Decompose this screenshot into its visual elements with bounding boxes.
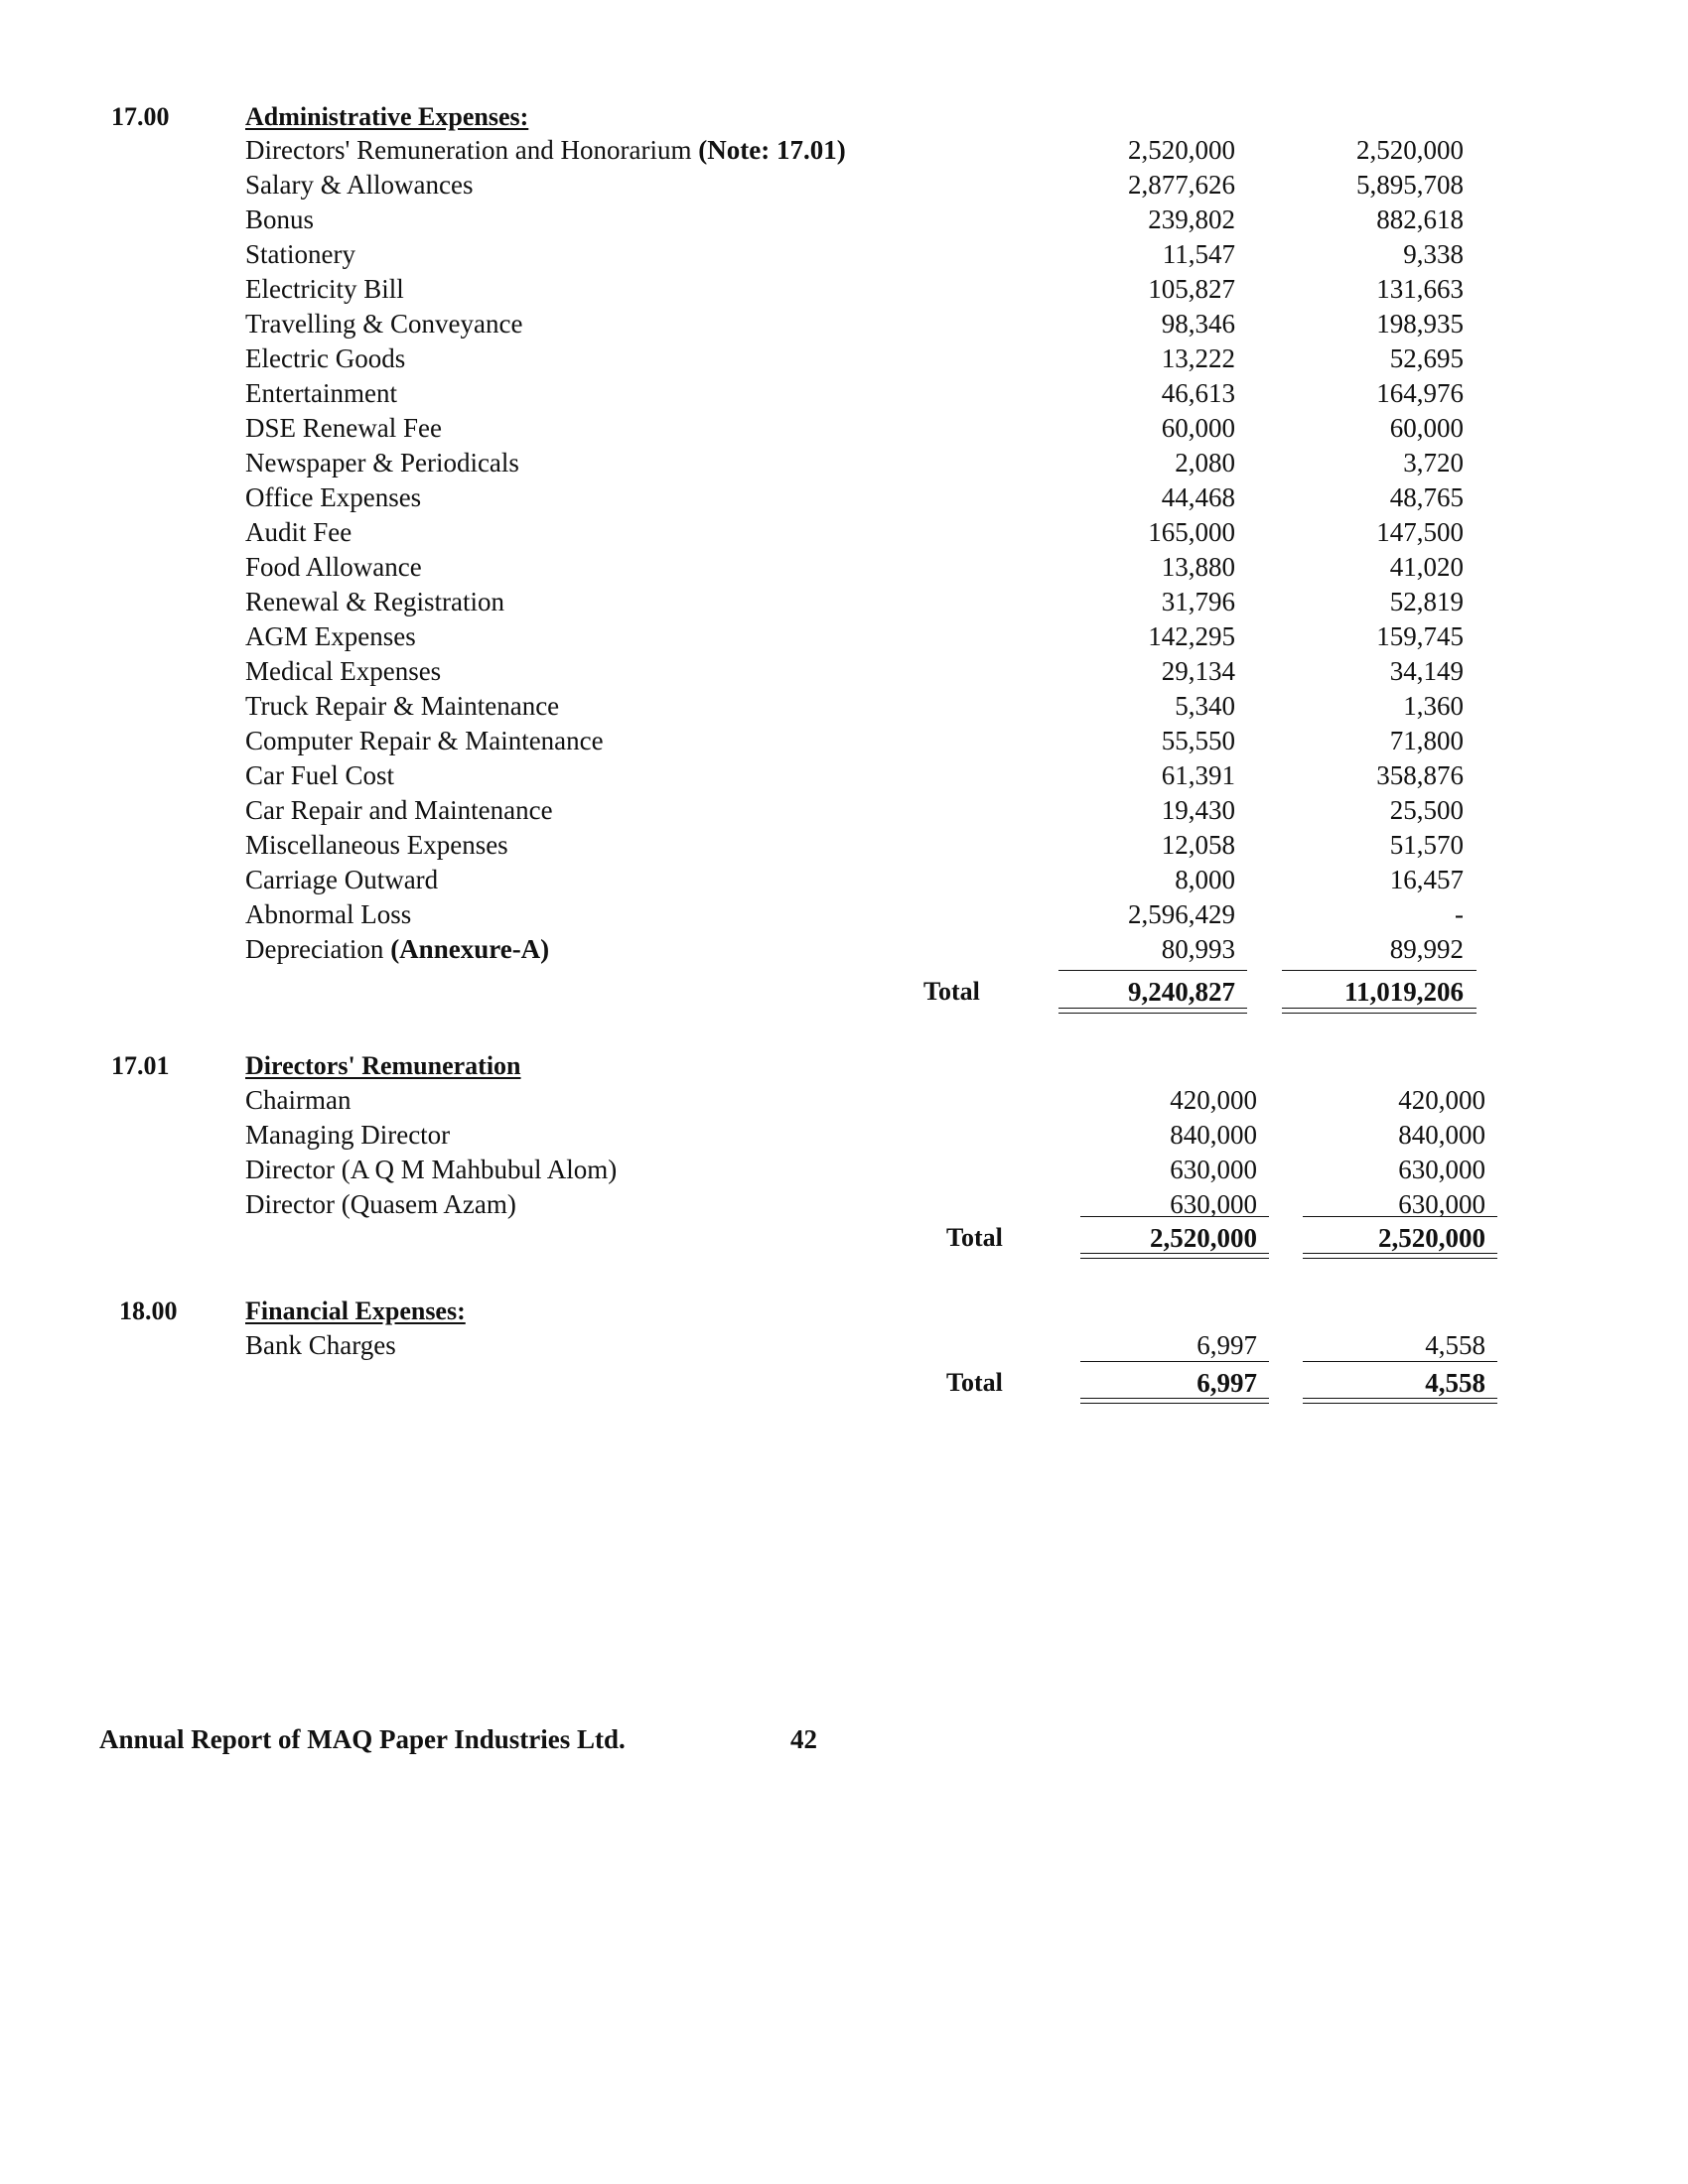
line-item-text: Director (Quasem Azam): [245, 1189, 516, 1219]
current-year-amount: 142,295: [1148, 621, 1235, 651]
line-item-label: [245, 482, 421, 513]
line-item-label: [245, 274, 404, 305]
current-year-amount: 60,000: [1161, 413, 1235, 443]
subtotal-line: [1080, 1216, 1269, 1217]
line-item-label: [245, 1085, 351, 1116]
line-item-text: Computer Repair & Maintenance: [245, 726, 604, 755]
line-item-label: [245, 1155, 617, 1185]
current-year-amount: 44,468: [1161, 482, 1235, 512]
subtotal-line: [1080, 1361, 1269, 1362]
subtotal-line: [1058, 970, 1247, 971]
current-year-amount: 630,000: [1170, 1189, 1257, 1219]
line-item-text: Car Fuel Cost: [245, 760, 395, 790]
line-item-label: [245, 448, 519, 478]
line-item-label: [245, 309, 522, 340]
current-year-amount: 11,547: [1162, 239, 1235, 269]
current-year-amount: 6,997: [1196, 1330, 1257, 1360]
current-year-amount: 12,058: [1161, 830, 1235, 860]
previous-year-amount: 630,000: [1398, 1189, 1485, 1219]
subtotal-line: [1282, 970, 1477, 971]
total-label: Total: [946, 1368, 1003, 1397]
note-title: Administrative Expenses:: [245, 102, 529, 131]
line-item-text: Depreciation: [245, 934, 391, 964]
current-year-amount: 80,993: [1161, 934, 1235, 964]
total-current-year: 6,997: [1196, 1368, 1257, 1398]
line-item-label: [245, 413, 442, 444]
line-item-text: Travelling & Conveyance: [245, 309, 523, 339]
previous-year-amount: 882,618: [1376, 205, 1464, 234]
previous-year-amount: 52,819: [1389, 587, 1464, 616]
current-year-amount: 2,080: [1175, 448, 1235, 478]
note-number: 17.01: [111, 1051, 170, 1080]
previous-year-amount: 630,000: [1398, 1155, 1485, 1184]
current-year-amount: 2,596,429: [1128, 899, 1235, 929]
double-underline: [1058, 1008, 1247, 1014]
line-item-label: [245, 621, 416, 652]
previous-year-amount: 9,338: [1403, 239, 1464, 269]
current-year-amount: 420,000: [1170, 1085, 1257, 1115]
line-item-text: Renewal & Registration: [245, 587, 504, 616]
line-item-text: AGM Expenses: [245, 621, 416, 651]
line-item-text: Chairman: [245, 1085, 352, 1115]
line-item-label: [245, 934, 549, 965]
line-item-text: DSE Renewal Fee: [245, 413, 442, 443]
line-item-label: [245, 587, 504, 617]
line-item-text: Newspaper & Periodicals: [245, 448, 519, 478]
line-item-text: Managing Director: [245, 1120, 451, 1150]
total-previous-year: 11,019,206: [1343, 977, 1464, 1007]
line-item-text: Bank Charges: [245, 1330, 396, 1360]
current-year-amount: 105,827: [1148, 274, 1235, 304]
current-year-amount: 31,796: [1161, 587, 1235, 616]
line-item-label: [245, 205, 314, 235]
current-year-amount: 13,222: [1161, 343, 1235, 373]
note-number: 18.00: [119, 1297, 178, 1325]
previous-year-amount: 60,000: [1389, 413, 1464, 443]
line-item-label: [245, 830, 508, 861]
line-item-text: Directors' Remuneration and Honorarium: [245, 135, 699, 165]
line-item-note-ref: (Note: 17.01): [698, 135, 846, 165]
line-item-label: [245, 170, 473, 201]
current-year-amount: 630,000: [1170, 1155, 1257, 1184]
line-item-text: Truck Repair & Maintenance: [245, 691, 560, 721]
previous-year-amount: 25,500: [1389, 795, 1464, 825]
current-year-amount: 55,550: [1161, 726, 1235, 755]
line-item-note-ref: (Annexure-A): [390, 934, 550, 964]
previous-year-amount: 71,800: [1389, 726, 1464, 755]
previous-year-amount: -: [1455, 899, 1464, 929]
previous-year-amount: 198,935: [1376, 309, 1464, 339]
line-item-text: Medical Expenses: [245, 656, 442, 686]
previous-year-amount: 420,000: [1398, 1085, 1485, 1115]
line-item-label: [245, 239, 355, 270]
previous-year-amount: 147,500: [1376, 517, 1464, 547]
line-item-text: Office Expenses: [245, 482, 422, 512]
current-year-amount: 13,880: [1161, 552, 1235, 582]
line-item-text: Carriage Outward: [245, 865, 439, 894]
line-item-text: Car Repair and Maintenance: [245, 795, 553, 825]
line-item-label: [245, 1120, 450, 1151]
total-label: Total: [923, 977, 980, 1006]
previous-year-amount: 52,695: [1389, 343, 1464, 373]
line-item-label: [245, 378, 397, 409]
current-year-amount: 2,520,000: [1128, 135, 1235, 165]
line-item-label: [245, 726, 604, 756]
line-item-label: [245, 865, 438, 895]
current-year-amount: 2,877,626: [1128, 170, 1235, 200]
double-underline: [1303, 1253, 1497, 1259]
previous-year-amount: 131,663: [1376, 274, 1464, 304]
line-item-text: Stationery: [245, 239, 355, 269]
double-underline: [1080, 1398, 1269, 1404]
line-item-label: [245, 343, 405, 374]
previous-year-amount: 4,558: [1425, 1330, 1485, 1360]
previous-year-amount: 159,745: [1376, 621, 1464, 651]
line-item-label: [245, 691, 559, 722]
line-item-text: Salary & Allowances: [245, 170, 474, 200]
previous-year-amount: 5,895,708: [1356, 170, 1464, 200]
note-title: Financial Expenses:: [245, 1297, 466, 1325]
previous-year-amount: 2,520,000: [1356, 135, 1464, 165]
total-current-year: 2,520,000: [1150, 1223, 1257, 1253]
line-item-label: [245, 135, 846, 166]
line-item-text: Bonus: [245, 205, 315, 234]
line-item-label: [245, 1330, 396, 1361]
line-item-text: Abnormal Loss: [245, 899, 412, 929]
double-underline: [1080, 1253, 1269, 1259]
previous-year-amount: 840,000: [1398, 1120, 1485, 1150]
current-year-amount: 165,000: [1148, 517, 1235, 547]
previous-year-amount: 41,020: [1389, 552, 1464, 582]
line-item-label: [245, 1189, 516, 1220]
previous-year-amount: 89,992: [1389, 934, 1464, 964]
previous-year-amount: 1,360: [1403, 691, 1464, 721]
footer-report-title: Annual Report of MAQ Paper Industries Ltd.: [99, 1724, 626, 1754]
total-current-year: 9,240,827: [1128, 977, 1235, 1007]
previous-year-amount: 3,720: [1403, 448, 1464, 478]
line-item-label: [245, 552, 422, 583]
page-number: 42: [790, 1724, 817, 1754]
current-year-amount: 61,391: [1161, 760, 1235, 790]
previous-year-amount: 48,765: [1389, 482, 1464, 512]
line-item-text: Audit Fee: [245, 517, 352, 547]
line-item-text: Electric Goods: [245, 343, 406, 373]
note-title: Directors' Remuneration: [245, 1051, 521, 1080]
current-year-amount: 46,613: [1161, 378, 1235, 408]
line-item-label: [245, 795, 553, 826]
total-label: Total: [946, 1223, 1003, 1252]
previous-year-amount: 16,457: [1389, 865, 1464, 894]
note-number: 17.00: [111, 102, 170, 131]
line-item-text: Food Allowance: [245, 552, 422, 582]
double-underline: [1282, 1008, 1477, 1014]
total-previous-year: 2,520,000: [1378, 1223, 1485, 1253]
previous-year-amount: 34,149: [1389, 656, 1464, 686]
line-item-label: [245, 760, 394, 791]
line-item-label: [245, 656, 441, 687]
current-year-amount: 840,000: [1170, 1120, 1257, 1150]
line-item-label: [245, 517, 352, 548]
subtotal-line: [1303, 1361, 1497, 1362]
current-year-amount: 19,430: [1161, 795, 1235, 825]
line-item-text: Director (A Q M Mahbubul Alom): [245, 1155, 618, 1184]
current-year-amount: 29,134: [1161, 656, 1235, 686]
subtotal-line: [1303, 1216, 1497, 1217]
current-year-amount: 239,802: [1148, 205, 1235, 234]
previous-year-amount: 51,570: [1389, 830, 1464, 860]
line-item-label: [245, 899, 411, 930]
line-item-text: Electricity Bill: [245, 274, 404, 304]
line-item-text: Entertainment: [245, 378, 397, 408]
previous-year-amount: 164,976: [1376, 378, 1464, 408]
total-previous-year: 4,558: [1425, 1368, 1485, 1398]
previous-year-amount: 358,876: [1376, 760, 1464, 790]
current-year-amount: 8,000: [1175, 865, 1235, 894]
line-item-text: Miscellaneous Expenses: [245, 830, 508, 860]
double-underline: [1303, 1398, 1497, 1404]
current-year-amount: 98,346: [1161, 309, 1235, 339]
current-year-amount: 5,340: [1175, 691, 1235, 721]
